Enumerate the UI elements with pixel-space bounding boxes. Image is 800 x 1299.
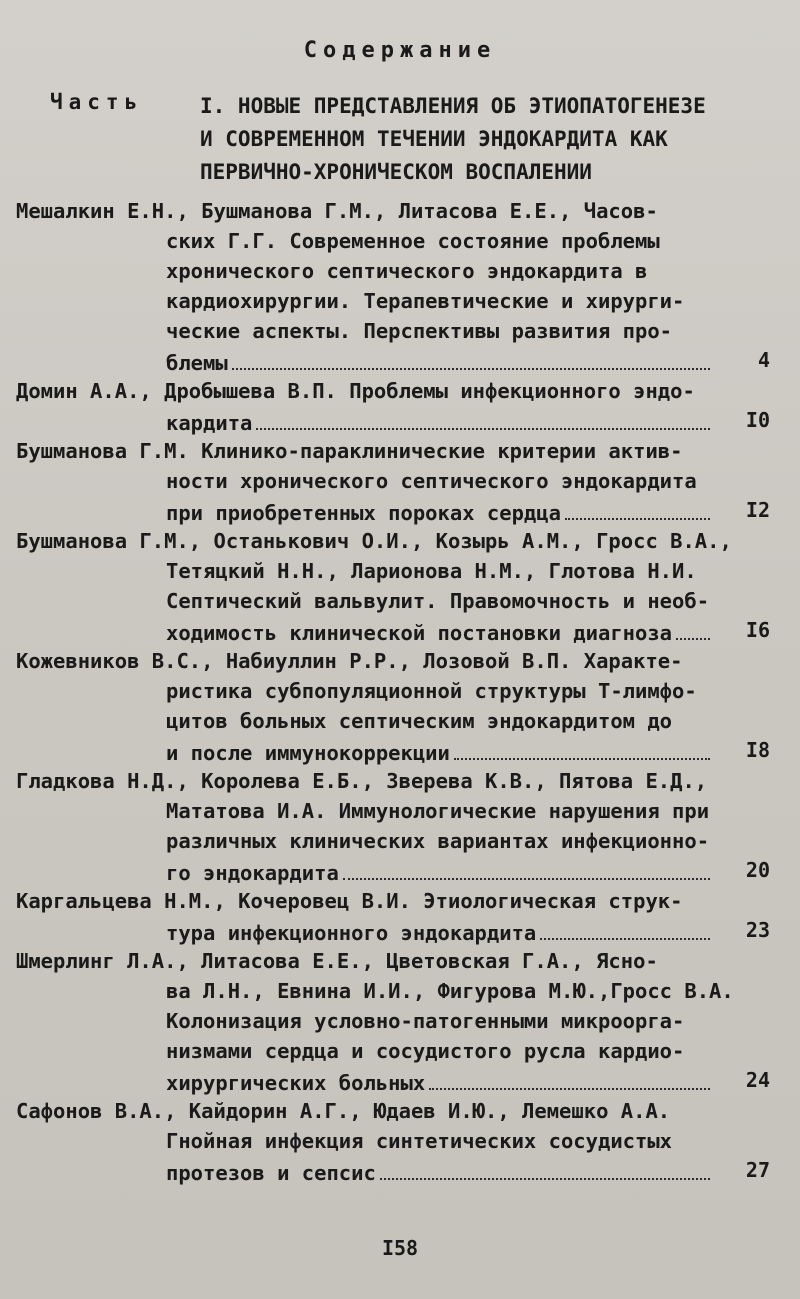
entry-page-number: 20 bbox=[745, 858, 770, 882]
entry-text: при приобретенных пороках сердца bbox=[166, 501, 561, 525]
dot-leader bbox=[565, 496, 710, 520]
entry-text: кардиохирургии. Терапевтические и хирурги- bbox=[166, 289, 685, 313]
entry-text: Бушманова Г.М. Клинико-параклинические критерии актив- bbox=[16, 439, 683, 463]
entry-text: низмами сердца и сосудистого русла кардио- bbox=[166, 1039, 685, 1063]
entry-title-line bbox=[16, 736, 776, 766]
part-title-line: ПЕРВИЧНО-ХРОНИЧЕСКОМ ВОСПАЛЕНИИ bbox=[200, 160, 592, 184]
toc-entry bbox=[16, 196, 776, 376]
dot-leader bbox=[232, 346, 710, 370]
dot-leader bbox=[429, 1066, 710, 1090]
toc-entry bbox=[16, 376, 776, 436]
dot-leader bbox=[380, 1156, 710, 1180]
entry-text: Колонизация условно-патогенными микроорга- bbox=[166, 1009, 685, 1033]
entry-title-line bbox=[16, 1156, 776, 1186]
entry-title-line bbox=[16, 556, 776, 586]
entry-text: блемы bbox=[166, 351, 228, 375]
toc-entry bbox=[16, 946, 776, 1096]
entry-authors-line bbox=[16, 766, 776, 796]
part-title-line: I. НОВЫЕ ПРЕДСТАВЛЕНИЯ ОБ ЭТИОПАТОГЕНЕЗЕ bbox=[200, 94, 706, 118]
entry-title-line bbox=[16, 256, 776, 286]
entry-text: цитов больных септическим эндокардитом до bbox=[166, 709, 673, 733]
entry-text: ских Г.Г. Современное состояние проблемы bbox=[166, 229, 660, 253]
entry-title-line bbox=[16, 346, 776, 376]
dot-leader bbox=[454, 736, 710, 760]
entry-authors-line bbox=[16, 376, 776, 406]
entry-title-line bbox=[16, 856, 776, 886]
entry-text: Шмерлинг Л.А., Литасова Е.Е., Цветовская Г.А., Ясно- bbox=[16, 949, 658, 973]
entry-text: Гладкова Н.Д., Королева Е.Б., Зверева К.В., Пятова Е.Д., bbox=[16, 769, 708, 793]
entry-title-line bbox=[16, 466, 776, 496]
contents-list bbox=[16, 196, 776, 1186]
dot-leader bbox=[676, 616, 710, 640]
toc-entry bbox=[16, 646, 776, 766]
toc-entry bbox=[16, 886, 776, 946]
entry-page-number: I0 bbox=[745, 408, 770, 432]
entry-text: Тетяцкий Н.Н., Ларионова Н.М., Глотова Н.И. bbox=[166, 559, 697, 583]
entry-text: ристика субпопуляционной структуры Т-лимфо- bbox=[166, 679, 697, 703]
dot-leader bbox=[256, 406, 710, 430]
entry-title-line bbox=[16, 976, 776, 1006]
entry-page-number: 4 bbox=[757, 348, 770, 372]
entry-page-number: I6 bbox=[745, 618, 770, 642]
entry-title-line bbox=[16, 826, 776, 856]
entry-text: ческие аспекты. Перспективы развития про- bbox=[166, 319, 673, 343]
entry-text: различных клинических вариантах инфекционно- bbox=[166, 829, 710, 853]
entry-title-line bbox=[16, 676, 776, 706]
entry-title-line bbox=[16, 586, 776, 616]
entry-text: протезов и сепсис bbox=[166, 1161, 376, 1185]
entry-text: кардита bbox=[166, 411, 253, 435]
entry-title-line bbox=[16, 1066, 776, 1096]
part-label: Часть bbox=[50, 90, 144, 114]
entry-title-line bbox=[16, 286, 776, 316]
toc-entry bbox=[16, 526, 776, 646]
entry-text: ходимость клинической постановки диагноза bbox=[166, 621, 673, 645]
entry-title-line bbox=[16, 496, 776, 526]
entry-text: и после иммунокоррекции bbox=[166, 741, 450, 765]
entry-page-number: 24 bbox=[745, 1068, 770, 1092]
entry-authors-line bbox=[16, 886, 776, 916]
entry-text: ности хронического септического эндокардита bbox=[166, 469, 697, 493]
entry-text: го эндокардита bbox=[166, 861, 339, 885]
entry-page-number: 27 bbox=[745, 1158, 770, 1182]
entry-authors-line bbox=[16, 646, 776, 676]
entry-authors-line bbox=[16, 1096, 776, 1126]
part-title-line: И СОВРЕМЕННОМ ТЕЧЕНИИ ЭНДОКАРДИТА КАК bbox=[200, 127, 668, 151]
entry-authors-line bbox=[16, 946, 776, 976]
page-title: Содержание bbox=[303, 38, 497, 63]
entry-text: Сафонов В.А., Кайдорин А.Г., Юдаев И.Ю., Лемешко А.А. bbox=[16, 1099, 671, 1123]
entry-text: Гнойная инфекция синтетических сосудистых bbox=[166, 1129, 673, 1153]
entry-title-line bbox=[16, 1036, 776, 1066]
entry-title-line bbox=[16, 1126, 776, 1156]
entry-text: ва Л.Н., Евнина И.И., Фигурова М.Ю.,Гросс В.А. bbox=[166, 979, 734, 1003]
toc-entry bbox=[16, 1096, 776, 1186]
entry-title-line bbox=[16, 1006, 776, 1036]
entry-title-line bbox=[16, 916, 776, 946]
entry-title-line bbox=[16, 796, 776, 826]
dot-leader bbox=[540, 916, 710, 940]
page-number: I58 bbox=[381, 1236, 419, 1260]
entry-page-number: 23 bbox=[745, 918, 770, 942]
entry-title-line bbox=[16, 616, 776, 646]
entry-authors-line bbox=[16, 526, 776, 556]
entry-text: Домин А.А., Дробышева В.П. Проблемы инфекционного эндо- bbox=[16, 379, 695, 403]
entry-text: Бушманова Г.М., Останькович О.И., Козырь А.М., Гросс В.А., bbox=[16, 529, 732, 553]
entry-text: Кожевников В.С., Набиуллин Р.Р., Лозовой В.П. Характе- bbox=[16, 649, 683, 673]
entry-title-line bbox=[16, 706, 776, 736]
part-title bbox=[200, 90, 760, 189]
entry-text: Каргальцева Н.М., Кочеровец В.И. Этиологическая струк- bbox=[16, 889, 683, 913]
entry-title-line bbox=[16, 226, 776, 256]
entry-page-number: I2 bbox=[745, 498, 770, 522]
entry-text: Мешалкин Е.Н., Бушманова Г.М., Литасова Е.Е., Часов- bbox=[16, 199, 658, 223]
entry-text: хронического септического эндокардита в bbox=[166, 259, 648, 283]
entry-authors-line bbox=[16, 196, 776, 226]
entry-text: хирургических больных bbox=[166, 1071, 426, 1095]
entry-text: тура инфекционного эндокардита bbox=[166, 921, 537, 945]
entry-title-line bbox=[16, 316, 776, 346]
dot-leader bbox=[343, 856, 710, 880]
entry-authors-line bbox=[16, 436, 776, 466]
entry-text: Септический вальвулит. Правомочность и необ- bbox=[166, 589, 710, 613]
toc-entry bbox=[16, 436, 776, 526]
toc-entry bbox=[16, 766, 776, 886]
entry-text: Мататова И.А. Иммунологические нарушения при bbox=[166, 799, 710, 823]
entry-title-line bbox=[16, 406, 776, 436]
entry-page-number: I8 bbox=[745, 738, 770, 762]
